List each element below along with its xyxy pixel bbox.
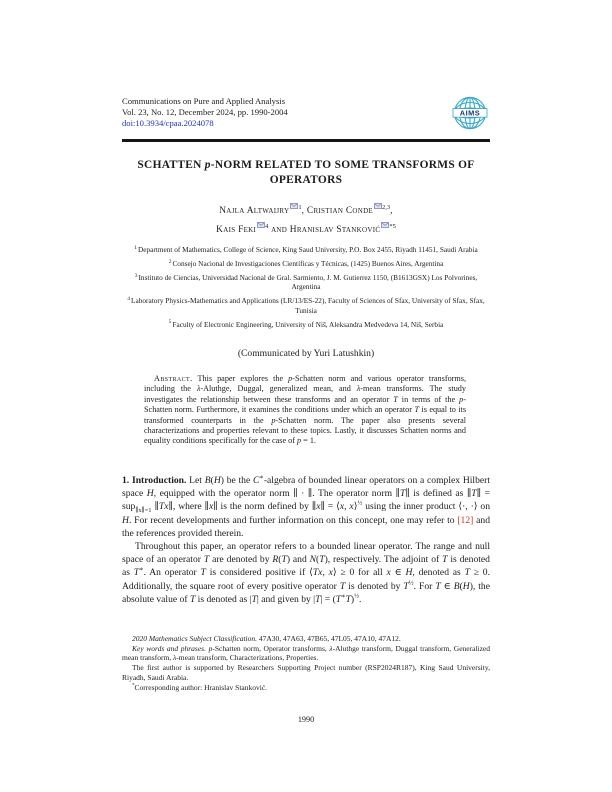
text-run: T — [133, 567, 140, 579]
text-run: p — [271, 415, 276, 425]
text-run: H — [405, 567, 413, 579]
affiliation-marker: 3 — [134, 272, 138, 279]
author-name-3: Kais Feki — [216, 225, 257, 235]
text-run: T — [414, 405, 419, 415]
author-affil-ref-2: 2,3 — [382, 203, 391, 211]
text-run: B — [453, 580, 460, 592]
text-run: H — [213, 475, 221, 486]
author-name-1: Najla Altwaijry — [219, 206, 290, 216]
text-run: T — [403, 580, 409, 592]
svg-text:AIMS: AIMS — [459, 108, 481, 118]
text-run: x — [328, 567, 333, 579]
affiliation-marker: 1 — [134, 244, 137, 251]
text-run: Tx — [158, 501, 169, 513]
text-run: T — [335, 593, 342, 605]
text-run: 1. Introduction. — [122, 475, 187, 486]
text-run: T — [251, 593, 257, 605]
text-run: T — [471, 488, 477, 500]
text-run: x — [386, 567, 391, 579]
header-rule — [122, 139, 490, 142]
abstract-text: This paper explores the p-Schatten norm and various operator transforms, including the λ-Aluthge, Duggal, generalized mean, and λ-mean transforms. The study investigates the relationship between these transforms and an operator T in terms of the p-Schatten norm. Furthermore, it examines the conditions under which an operator T is equal to its transformed counterparts in the p-Schatten norm. The paper also presents several characterizations and properties relevant to these topics. Lastly, it discusses Schatten norms and equality conditions specifically for the case of p = 1. — [144, 374, 467, 446]
text-run: T — [281, 554, 287, 566]
text-run: ½ — [357, 500, 363, 508]
journal-header — [122, 96, 490, 137]
journal-name: Communications on Pure and Applied Analysis — [122, 96, 286, 106]
affiliation-marker: 5 — [168, 319, 172, 326]
doi-link[interactable]: doi:10.3934/cpaa.2024078 — [122, 118, 214, 128]
footnote-keywords: Key words and phrases. p-Schatten norm, Operator transforms, λ-Aluthge transform, Duggal transform, Generalized mean transform, λ-mean transform, Characterizations, Properties. — [122, 643, 491, 663]
affiliation-text: Consejo Nacional de Investigaciones Científicas y Técnicas, (1425) Buenos Aires, Argentina — [172, 259, 444, 268]
affiliation-marker: 4 — [127, 295, 131, 302]
text-run: p — [204, 159, 211, 171]
authors-line-1 — [122, 202, 490, 221]
text-run: ∗ — [341, 592, 346, 600]
text-run: ∗ — [139, 566, 144, 574]
text-run: ½ — [354, 592, 359, 600]
email-icon[interactable] — [257, 222, 265, 228]
affiliations — [122, 245, 490, 334]
affiliation-marker: 2 — [168, 258, 172, 265]
text-run: T — [315, 593, 321, 605]
authors-line-2 — [122, 221, 490, 240]
text-run: λ — [356, 384, 361, 394]
text-run: C — [253, 475, 260, 486]
text-run: λ — [173, 653, 177, 663]
text-run: Tx — [312, 567, 323, 579]
text-run: T — [464, 567, 470, 579]
affiliation-2 — [122, 259, 490, 268]
page-number: 1990 — [297, 715, 315, 724]
text-run: R — [272, 554, 279, 566]
footnote-corresponding-author: *Corresponding author: Hranislav Stanković. — [132, 682, 268, 692]
text-run: T — [345, 593, 351, 605]
affiliation-5 — [122, 320, 490, 329]
footnotes — [122, 634, 490, 692]
author-affil-ref-1: 1 — [298, 203, 302, 211]
text-run: H — [146, 488, 154, 500]
abstract-paragraph — [144, 374, 466, 447]
text-run: ∗ — [259, 473, 264, 481]
text-run: p — [459, 394, 464, 404]
text-run: T — [393, 394, 398, 404]
text-run: T — [339, 580, 346, 592]
authors — [122, 202, 490, 240]
affiliation-text: Faculty of Electronic Engineering, University of Niš, Aleksandra Medvedeva 14, Niš, Serbia — [172, 319, 444, 329]
affiliation-4 — [122, 296, 490, 315]
text-run: p — [208, 643, 213, 653]
footnote-msc: 2020 Mathematics Subject Classification. 47A30, 47A63, 47B65, 47L05, 47A10, 47A12. — [132, 634, 401, 643]
author-separator: , — [301, 206, 307, 216]
email-icon[interactable] — [374, 203, 382, 209]
affiliation-text: Instituto de Ciencias, Universidad Nacional de Gral. Sarmiento, J. M. Gutierrez 1150, (B1613GSX) Los Polvorines, Argentina — [138, 273, 478, 292]
footnote-funding: The first author is supported by Researchers Supporting Project number (RSP2024R187), King Saud University, Riyadh, Saudi Arabia. — [122, 663, 490, 682]
affiliation-text: Laboratory Physics-Mathematics and Applications (LR/13/ES-22), Faculty of Sciences of Sfax, University of Sfax, Sfax, Tunisia — [131, 296, 485, 315]
text-run: x — [339, 501, 345, 513]
text-run: T — [442, 554, 448, 566]
text-run: * — [132, 682, 135, 689]
text-run: H — [462, 580, 470, 592]
affiliation-text: Department of Mathematics, College of Science, King Saud University, P.O. Box 2455, Riyadh 11451, Saudi Arabia — [138, 245, 478, 254]
text-run: H — [122, 514, 129, 526]
text-run: T — [203, 554, 210, 566]
text-run: T — [189, 593, 196, 605]
text-run: ∥x∥=1 — [135, 507, 152, 515]
text-run: Key words and phrases. — [132, 643, 206, 653]
text-run: T — [435, 580, 441, 592]
paper-title — [122, 158, 490, 188]
intro-paragraph-1: 1. Introduction. Let B(H) be the C∗-algebra of bounded linear operators on a complex Hilbert space H, equipped with the operator norm ∥ · ∥. The operator norm ∥T∥ is defined as ∥T∥ = sup$_{\parallel x\parallel=1}$ ∥Tx∥, where ∥x∥ is the norm defined by ∥x∥ = ⟨x, x⟩$^{\frac{1}{2}}$ using the inner product ⟨·, ·⟩ on H. For recent developments and further information on this concept, one may refer to [12] and the references provided therein. — [122, 473, 490, 539]
text-run: T — [319, 554, 325, 566]
text-run: 2020 Mathematics Subject Classification. — [132, 634, 257, 643]
text-run: λ — [196, 384, 201, 394]
text-run: p — [297, 436, 302, 446]
paper-title-line1: SCHATTEN p-NORM RELATED TO SOME TRANSFORMS OF — [137, 159, 475, 171]
authors-and: and — [271, 225, 288, 235]
journal-info — [122, 96, 288, 129]
journal-volume-line: Vol. 23, No. 12, December 2024, pp. 1990-2004 — [122, 107, 288, 117]
aims-logo — [450, 94, 490, 137]
text-run: B — [204, 475, 211, 486]
abstract — [144, 374, 466, 447]
citation-link[interactable]: [12] — [457, 514, 474, 526]
text-run: T — [200, 567, 206, 579]
communicated-line: (Communicated by Yuri Latushkin) — [237, 348, 375, 359]
intro-paragraph-2: Throughout this paper, an operator refers to a bounded linear operator. The range and null space of an operator T are denoted by R(T) and N(T), respectively. The adjoint of T is denoted as T∗. An operator T is considered positive if ⟨Tx, x⟩ ≥ 0 for all x ∈ H, denoted as T ≥ 0. Additionally, the square root of every positive operator T is denoted by $T^{\frac{1}{2}}$. For T ∈ B(H), the absolute value of T is denoted as |T| and given by $|T| = (T^∗T)^{\frac{1}{2}}$. — [122, 541, 491, 605]
paper-title-line2: OPERATORS — [269, 174, 343, 186]
text-run: x — [208, 501, 214, 513]
abstract-label: Abstract. — [154, 374, 193, 383]
text-run: N — [309, 554, 317, 566]
author-affil-ref-3: 4 — [265, 222, 269, 230]
text-run: ½ — [408, 579, 414, 587]
text-run: x — [349, 501, 354, 513]
text-run: T — [399, 488, 406, 500]
affiliation-3 — [122, 273, 490, 292]
text-run: x — [316, 501, 321, 513]
text-run: λ — [329, 643, 333, 653]
affiliation-1 — [122, 245, 490, 254]
author-separator: , — [390, 206, 393, 216]
introduction-section — [122, 474, 490, 606]
text-run: p — [288, 374, 293, 383]
author-name-2: Cristian Conde — [306, 206, 374, 216]
author-name-4: Hranislav Stanković — [289, 225, 381, 235]
author-affil-ref-4: *5 — [389, 222, 396, 230]
